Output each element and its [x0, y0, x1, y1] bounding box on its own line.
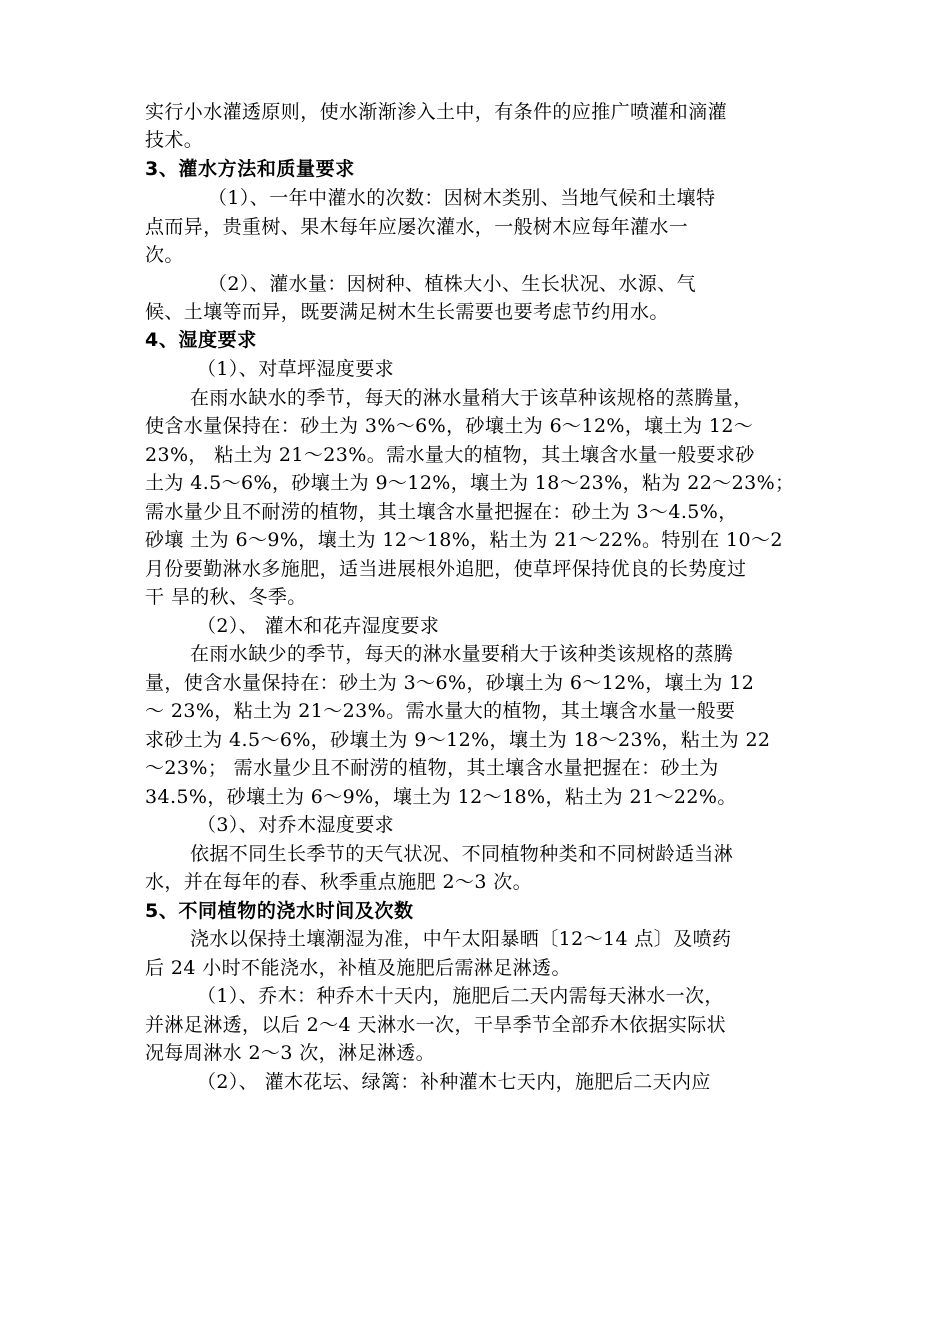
paragraph-line: （2）、 灌木花坛、绿篱：补种灌木七天内，施肥后二天内应	[197, 1071, 711, 1093]
paragraph-line: 依据不同生长季节的天气状况、不同植物种类和不同树龄适当淋	[190, 843, 734, 865]
paragraph-line: 使含水量保持在：砂土为 3%～6%，砂壤土为 6～12%，壤土为 12～	[145, 415, 754, 437]
paragraph-line: 求砂土为 4.5～6%，砂壤土为 9～12%，壤土为 18～23%，粘土为 22	[145, 729, 771, 751]
subsection-heading: （2）、 灌木和花卉湿度要求	[197, 615, 440, 637]
subsection-heading: （3）、对乔木湿度要求	[197, 814, 394, 836]
paragraph-line: 后 24 小时不能浇水，补植及施肥后需淋足淋透。	[145, 957, 571, 979]
paragraph-line: 点而异，贵重树、果木每年应屡次灌水，一般树木应每年灌水一	[145, 216, 689, 238]
paragraph-line: 实行小水灌透原则，使水渐渐渗入土中，有条件的应推广喷灌和滴灌	[145, 101, 728, 123]
paragraph-line: 34.5%，砂壤土为 6～9%，壤土为 12～18%，粘土为 21～22%。	[145, 786, 737, 808]
paragraph-line: 浇水以保持土壤潮湿为准，中午太阳暴晒〔12～14 点〕及喷药	[190, 928, 732, 950]
paragraph-line: （2）、灌水量：因树种、植株大小、生长状况、水源、气	[208, 273, 696, 295]
section-heading-3: 3、灌水方法和质量要求	[145, 158, 355, 180]
paragraph-line: ～23%； 需水量少且不耐涝的植物，其土壤含水量把握在：砂土为	[145, 757, 719, 779]
paragraph-line: 需水量少且不耐涝的植物，其土壤含水量把握在：砂土为 3～4.5%，	[145, 501, 738, 523]
paragraph-line: 土为 4.5～6%，砂壤土为 9～12%，壤土为 18～23%，粘为 22～23%；	[145, 472, 795, 494]
paragraph-line: 候、土壤等而异，既要满足树木生长需要也要考虑节约用水。	[145, 301, 669, 323]
paragraph-line: （1）、乔木：种乔木十天内，施肥后二天内需每天淋水一次，	[197, 985, 724, 1007]
paragraph-line: 在雨水缺水的季节，每天的淋水量稍大于该草种该规格的蒸腾量，	[190, 387, 753, 409]
paragraph-line: ～ 23%，粘土为 21～23%。需水量大的植物，其土壤含水量一般要	[145, 700, 736, 722]
paragraph-line: （1）、一年中灌水的次数：因树木类别、当地气候和土壤特	[208, 187, 716, 209]
paragraph-line: 技术。	[145, 129, 204, 151]
section-heading-4: 4、湿度要求	[145, 329, 257, 351]
section-heading-5: 5、不同植物的浇水时间及次数	[145, 900, 414, 922]
subsection-heading: （1）、对草坪湿度要求	[197, 358, 394, 380]
paragraph-line: 月份要勤淋水多施肥，适当进展根外追肥，使草坪保持优良的长势度过	[145, 558, 747, 580]
paragraph-line: 次。	[145, 244, 184, 266]
paragraph-line: 量，使含水量保持在：砂土为 3～6%，砂壤土为 6～12%，壤土为 12	[145, 672, 755, 694]
paragraph-line: 况每周淋水 2～3 次，淋足淋透。	[145, 1042, 436, 1064]
paragraph-line: 干 旱的秋、冬季。	[145, 586, 307, 608]
paragraph-line: 并淋足淋透，以后 2～4 天淋水一次，干旱季节全部乔木依据实际状	[145, 1014, 727, 1036]
paragraph-line: 23%， 粘土为 21～23%。需水量大的植物，其土壤含水量一般要求砂	[145, 444, 755, 466]
paragraph-line: 砂壤 土为 6～9%，壤土为 12～18%，粘土为 21～22%。特别在 10～2	[145, 529, 783, 551]
paragraph-line: 在雨水缺少的季节，每天的淋水量要稍大于该种类该规格的蒸腾	[190, 643, 734, 665]
paragraph-line: 水，并在每年的春、秋季重点施肥 2～3 次。	[145, 871, 533, 893]
